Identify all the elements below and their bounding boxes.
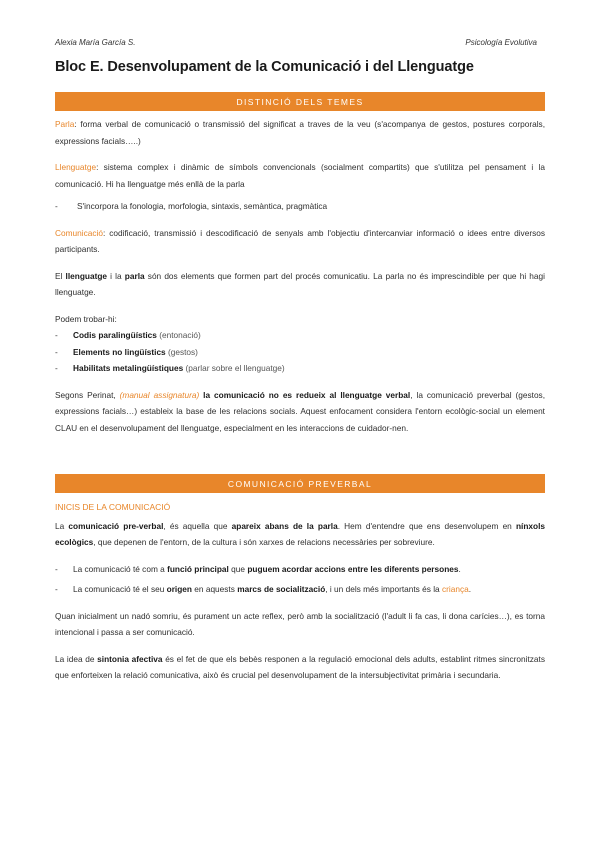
text-run: és el fet de que els bebès responen a la regulació emocional dels adults, establint ritmes sincronitzats que enforteixen la relació comunicativa, això és crucial pel desenvolupament de la intersubjectivitat primària i secundaria. xyxy=(55,653,546,680)
term-comunicacio: Comunicació xyxy=(55,227,103,238)
podem-list xyxy=(55,327,545,377)
text-run: . xyxy=(468,584,472,594)
text-run: . Hem d'entendre que ens desenvolupem en xyxy=(337,520,516,531)
llenguatge-list xyxy=(55,198,545,215)
paragraph-nado: Quan inicialment un nadó somriu, és purament un acte reflex, però amb la socialització (l'adult li fa cas, li dona carícies…), es torna intencional i passa a ser comunicació. xyxy=(55,610,545,637)
paragraph-podem: Podem trobar-hi: xyxy=(55,313,117,324)
section-preverbal-body xyxy=(55,499,545,694)
list-item xyxy=(55,581,545,598)
term-llenguatge: Llenguatge xyxy=(55,162,97,172)
list-item xyxy=(55,360,545,377)
bold-run: funció principal xyxy=(167,563,229,574)
bold-run: la comunicació no es redueix al llenguatge verbal xyxy=(199,389,411,400)
subsection-heading: INICIS DE LA COMUNICACIÓ xyxy=(55,502,171,512)
header-subject: Psicología Evolutiva xyxy=(465,38,537,47)
text-run: , i un dels més importants és la xyxy=(325,584,442,594)
paragraph-preverbal xyxy=(55,518,545,551)
bold-run: Codis paralingüístics xyxy=(73,330,157,340)
bold-run: parla xyxy=(124,270,145,281)
definition-parla xyxy=(55,116,545,149)
definition-text: : sistema complex i dinàmic de símbols convencionals (socialment compartits) que s'utilitza pel pensament i la comunicació. Hi ha llenguatge més enllà de la parla xyxy=(55,162,545,189)
text-run: La comunicació té com a xyxy=(73,563,168,574)
paragraph-perinat xyxy=(55,387,545,437)
text-run: . xyxy=(458,563,461,574)
list-item xyxy=(55,327,545,344)
text-run: El xyxy=(55,270,66,281)
text-run: (parlar sobre el llenguatge) xyxy=(183,363,285,373)
section-band-distincio: DISTINCIÓ DELS TEMES xyxy=(55,92,545,111)
term-parla: Parla xyxy=(55,119,75,129)
text-run: Segons Perinat, xyxy=(55,389,120,400)
text-run: La idea de xyxy=(55,653,98,664)
citation-run: (manual assignatura) xyxy=(119,389,200,400)
bold-run: comunicació pre-verbal xyxy=(68,520,164,531)
bold-run: Elements no lingüístics xyxy=(73,346,166,357)
bold-run: llenguatge xyxy=(65,270,108,281)
definition-text: : codificació, transmissió i descodificació de senyals amb l'objectiu d'intercanviar informació o idees entre diversos participants. xyxy=(55,227,545,254)
text-run: són dos elements que formen part del procés comunicatiu. La parla no és imprescindible per que hi hagi llenguatge. xyxy=(55,270,545,297)
text-run: (gestos) xyxy=(165,346,198,357)
bold-run: marcs de socialització xyxy=(237,584,326,594)
definition-comunicacio xyxy=(55,225,545,258)
highlight-run: criança xyxy=(441,584,469,594)
text-run: La comunicació té el seu xyxy=(73,584,167,594)
section-distincio-body xyxy=(55,116,545,446)
bold-run: sintonia afectiva xyxy=(97,653,163,664)
list-item: - S'incorpora la fonologia, morfologia, sintaxis, semàntica, pragmàtica xyxy=(55,198,545,215)
bold-run: origen xyxy=(166,584,192,594)
text-run: , és aquella que xyxy=(163,520,232,531)
text-run: i la xyxy=(107,270,125,281)
text-run: (entonació) xyxy=(156,330,201,340)
list-item xyxy=(55,344,545,361)
text-run: que xyxy=(228,563,248,574)
bold-run: puguem acordar accions entre les diferents persones xyxy=(247,563,459,574)
bold-run: Habilitats metalingüístiques xyxy=(73,363,184,373)
text-run: La xyxy=(55,520,69,531)
definition-text: : forma verbal de comunicació o transmissió del significat a traves de la veu (s'acompanya de gestos, postures corporals, expressions facials…..) xyxy=(55,119,545,146)
list-item xyxy=(55,561,545,578)
paragraph-sintonia xyxy=(55,651,545,684)
definition-llenguatge xyxy=(55,159,545,192)
page-title: Bloc E. Desenvolupament de la Comunicació i del Llenguatge xyxy=(55,59,474,75)
section-band-preverbal: COMUNICACIÓ PREVERBAL xyxy=(55,474,545,493)
bold-run: apareix abans de la parla xyxy=(231,520,338,531)
preverbal-list xyxy=(55,561,545,598)
header-author: Alexia María García S. xyxy=(55,38,136,47)
text-run: en aquests xyxy=(191,584,238,594)
bold-run: nínxols ecològics xyxy=(55,520,545,547)
text-run: , la comunicació preverbal (gestos, expressions facials…) estableix la base de les relacions socials. Aquest enfocament considera l'entorn ecològic-social un element CLAU en el desenvolupament del llenguatge, especialment en les interaccions de cuidador-nen. xyxy=(55,389,546,433)
text-run: , que depenen de l'entorn, de la cultura i són xarxes de relacions necessàries per sobreviure. xyxy=(93,537,435,547)
paragraph-elements xyxy=(55,268,545,301)
